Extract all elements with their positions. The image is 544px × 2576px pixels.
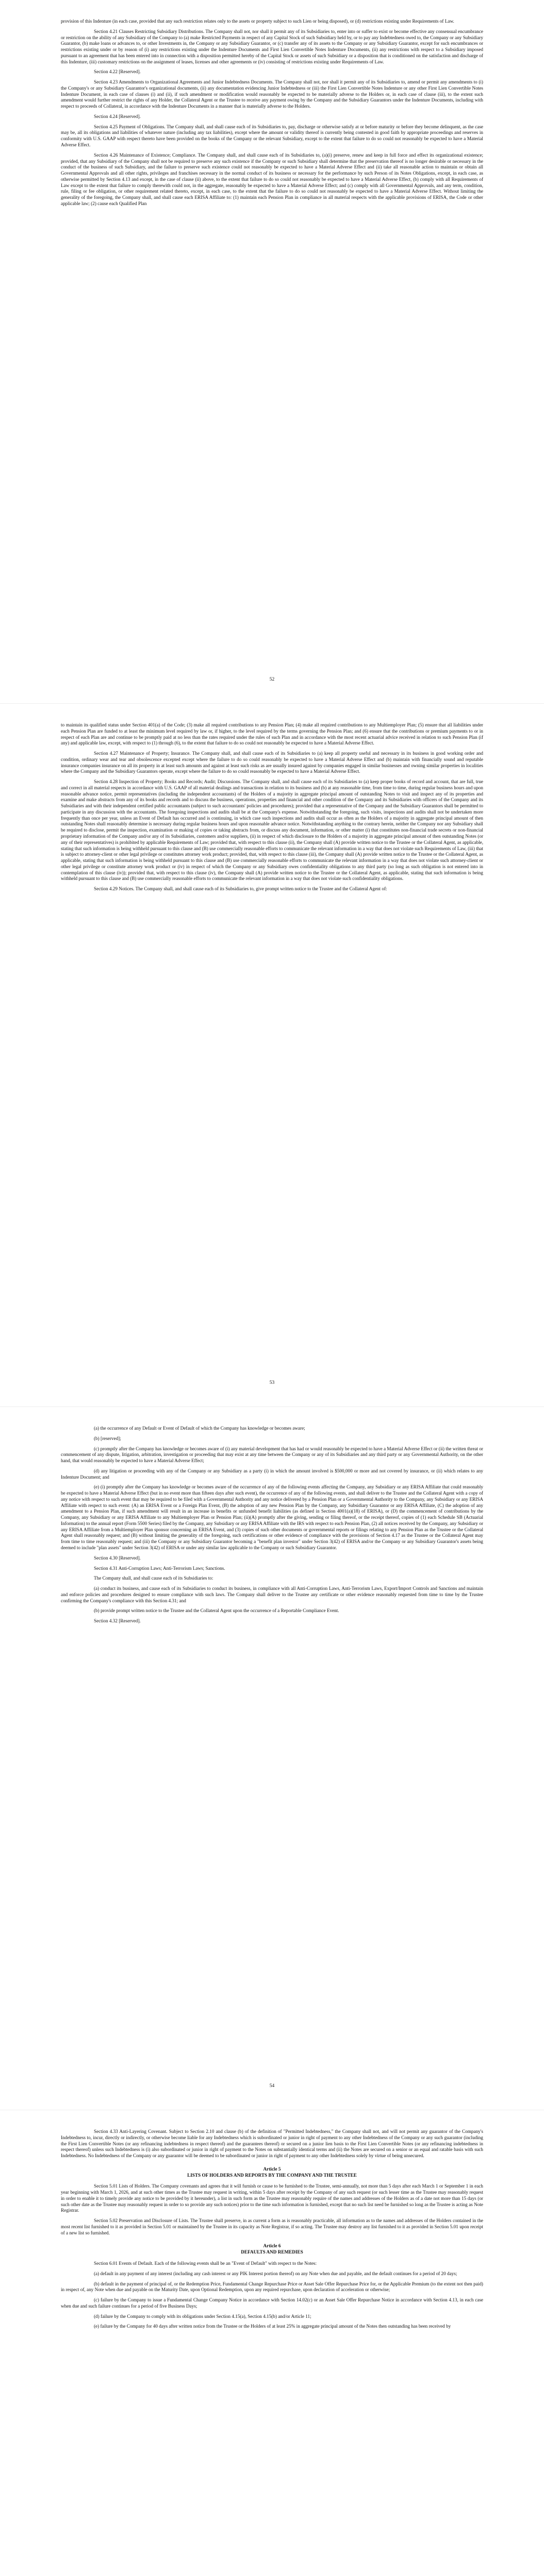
- section-5-02: Section 5.02 Preservation and Disclosure of Lists. The Trustee shall preserve, in as current a form as is reasonably practicable, all information as to the names and addresses of the Holders contained in the most recent list furnished to it as provided in Section 5.01 or maintained by the Trustee in its capacity as Note Registrar, if so acting. The Trustee may destroy any list furnished to it as provided in Section 5.01 upon receipt of a new list so furnished.: [61, 2218, 483, 2235]
- section-4-30: Section 4.30 [Reserved].: [94, 1555, 141, 1561]
- list-item-e: (e) (i) promptly after the Company has knowledge or becomes aware of the occurrence of any of the following events affecting the Company, any Subsidiary or any ERISA Affiliate that could reasonably be expected to have a Material Adverse Effect (but in no event more than fifteen days after such event), the occurrence of any of the following events, and shall deliver to the Trustee and the Collateral Agent with a copy of any notice with respect to such event that may be required to be filed with a Governmental Authority and any notice delivered by a Pension Plan or a Governmental Authority to the Company, any Subsidiary or any ERISA Affiliate with respect to such event: (A) an ERISA Event or a Foreign Plan Event, (B) the adoption of any new Pension Plan by the Company, any Subsidiary Guarantor or any ERISA Affiliate, (C) the adoption of any amendment to a Pension Plan, if such amendment will result in an increase in benefits or unfunded benefit liabilities (as defined in Section 4001(a)(18) of ERISA), or (D) the commencement of contributions by the Company, any Subsidiary or any ERISA Affiliate to any Multiemployer Plan or Pension Plan; (ii)(A) promptly after the giving, sending or filing thereof, or the receipt thereof, copies of (1) each Schedule SB (Actuarial Information) to the annual report (Form 5500 Series) filed by the Company, any Subsidiary or any ERISA Affiliate with the IRS with respect to each Pension Plan, (2) all notices received by the Company, any Subsidiary or any ERISA Affiliate from a Multiemployer Plan sponsor concerning an ERISA Event, and (3) copies of such other documents or governmental reports or filings relating to any Pension Plan as the Trustee or the Collateral Agent shall reasonably request; and (B) without limiting the generality of the foregoing, such certifications or other evidence of compliance with the provisions of Section 4.17 as the Trustee or the Collateral Agent may from time to time reasonably request; and (iii) the Company or any Subsidiary Guarantor becoming a "benefit plan investor" under Section 3(42) of ERISA and/or the Company or any Subsidiary Guarantor's assets being deemed to include "plan assets" under Section 3(42) of ERISA or under any similar law applicable to the Company or such Subsidiary Guarantor.: [61, 1484, 483, 1551]
- paragraph: to maintain its qualified status under Section 401(a) of the Code; (3) make all required contributions to any Pension Plan; (4) make all required contributions to any Multiemployer Plan; (5) ensure that all liabilities under each Pension Plan are funded to at least the minimum level required by law or, if higher, to the level required by the terms governing the Pension Plan; and (6) ensure that the contributions or premium payments to or in respect of each Plan are and continue to be promptly paid at no less than the rates required under the rules of such Plan and in accordance with the most recent actuarial advice received in relation to such Pension Plan (if any) and applicable law, except, with respect to (1) through (6), to the extent that failure to do so could not reasonably be expected to have a Material Adverse Effect.: [61, 722, 483, 746]
- section-4-22: Section 4.22 [Reserved].: [94, 69, 141, 75]
- list-item-a: (a) conduct its business, and cause each of its Subsidiaries to conduct its business, in compliance with all Anti-Corruption Laws, Anti-Terrorism Laws, Export/Import Controls and Sanctions and maintain and enforce policies and procedures designed to ensure compliance with such laws. The Company shall deliver to the Trustee any certificate or other evidence reasonably requested from time to time by the Trustee confirming the Company's compliance with this Section 4.31; and: [61, 1586, 483, 1603]
- article-5-subtitle: LISTS OF HOLDERS AND REPORTS BY THE COMPANY AND THE TRUSTEE: [187, 2172, 357, 2178]
- page-55: [0, 2110, 544, 2576]
- list-item-a: (a) the occurrence of any Default or Event of Default of which the Company has knowledge or becomes aware;: [94, 1426, 305, 1431]
- section-4-21: Section 4.21 Clauses Restricting Subsidiary Distributions. The Company shall not, nor shall it permit any of its Subsidiaries to, enter into or suffer to exist or become effective any consensual encumbrance or restriction on the ability of any Subsidiary of the Company to (a) make Restricted Payments in respect of any Capital Stock of such Subsidiary held by, or to pay any Indebtedness owed to, the Company or any Subsidiary Guarantor, (b) make loans or advances to, or other Investments in, the Company or any Subsidiary Guarantor, or (c) transfer any of its assets to the Company or any Subsidiary Guarantor, except for such encumbrances or restrictions existing under or by reason of (i) any restrictions existing under the Indenture Documents and First Lien Convertible Notes Indenture Documents, (ii) any restrictions with respect to a Subsidiary imposed pursuant to an agreement that has been entered into in connection with a disposition permitted hereby of the Capital Stock or assets of such Subsidiary or a disposition that is conditioned on the satisfaction and discharge of this Indenture, (iii) customary restrictions on the assignment of leases, licenses and other agreements or (iv) consisting of restrictions existing under Requirements of Law.: [61, 28, 483, 64]
- list-item-d: (d) any litigation or proceeding with any of the Company or any Subsidiary as a party (i) in which the amount involved is $500,000 or more and not covered by insurance, or (ii) which relates to any Indenture Document; and: [61, 1468, 483, 1480]
- section-4-25: Section 4.25 Payment of Obligations. The Company shall, and shall cause each of its Subsidiaries to, pay, discharge or otherwise satisfy at or before maturity or before they become delinquent, as the case may be, all its obligations and liabilities of whatever nature (including any tax liabilities), except where the amount or validity thereof is currently being contested in good faith by appropriate proceedings and reserves in conformity with U.S. GAAP with respect thereto have been provided on the books of the Company or the relevant Subsidiary, except to the extent that failure to do so could not reasonably be expected to have a Material Adverse Effect.: [61, 124, 483, 148]
- section-4-23: Section 4.23 Amendments to Organizational Agreements and Junior Indebtedness Documents. The Company shall not, nor shall it permit any of its Subsidiaries to, amend or permit any amendments to (i) the Company's or any Subsidiary Guarantor's organizational documents, (ii) any documentation evidencing Junior Indebtedness or (iii) the First Lien Convertible Notes Indenture or any other First Lien Convertible Notes Indenture Document, in each case of clauses (i) and (ii), if such amendment or modification would reasonably be expected to be materially adverse to the Holders or, in each case of clause (iii), to the extent such amendment would further restrict the rights of any Holder, the Collateral Agent or the Trustee to receive any payment owing by the Company and the Subsidiary Guarantors under the Indenture Documents, including with respect to proceeds of Collateral, in accordance with the Indenture Documents in a manner that is materially adverse to the Holders.: [61, 79, 483, 109]
- section-5-01: Section 5.01 Lists of Holders. The Company covenants and agrees that it will furnish or cause to be furnished to the Trustee, semi-annually, not more than 5 days after each March 1 or September 1 in each year beginning with March 1, 2026, and at such other times as the Trustee may request in writing, within 5 days after receipt by the Company of any such request (or such lesser time as the Trustee may reasonably request in order to enable it to timely provide any notice to be provided by it hereunder), a list in such form as the Trustee may reasonably require of the names and addresses of the Holders as of a date not more than 15 days (or such other date as the Trustee may reasonably request in order to so provide any such notices) prior to the time such information is furnished, except that no such list need be furnished so long as the Trustee is acting as Note Registrar.: [61, 2183, 483, 2213]
- list-item-c: (c) failure by the Company to issue a Fundamental Change Company Notice in accordance with Section 14.02(c) or an Asset Sale Offer Repurchase Notice in accordance with Section 4.13, in each case when due and such failure continues for a period of five Business Days;: [61, 2297, 483, 2309]
- list-item-e: (e) failure by the Company for 40 days after written notice from the Trustee or the Holders of at least 25% in aggregate principal amount of the Notes then outstanding has been received by: [94, 2324, 451, 2329]
- page-number: 54: [269, 2083, 275, 2089]
- section-4-26: Section 4.26 Maintenance of Existence; Compliance. The Company shall, and shall cause each of its Subsidiaries to, (a)(i) preserve, renew and keep in full force and effect its organizational existence; provided, that any Subsidiary of the Company shall not be required to preserve any such existence if the Company or such Subsidiary shall determine that the preservation thereof is no longer desirable or necessary in the conduct of the business of such Subsidiary, and the failure to preserve such existence could not reasonably be expected to have a Material Adverse Effect and (ii) take all reasonable action to maintain or obtain all Governmental Approvals and all other rights, privileges and franchises necessary in the normal conduct of its business or necessary for the performance by such Person of its Notes Obligations, except, in each case, as otherwise permitted by Section 4.13 and except, in the case of clause (ii) above, to the extent that failure to do so could not reasonably be expected to have a Material Adverse Effect, (b) comply with all Requirements of Law except to the extent that failure to comply therewith could not, in the aggregate, reasonably be expected to have a Material Adverse Effect; and (c) comply with all Governmental Approvals, and any term, condition, rule, filing or fee obligation, or other requirement related thereto, except, in each case, to the extent that the failure to do so could not reasonably be expected to have a Material Adverse Effect. Without limiting the generality of the foregoing, the Company shall, and shall cause each ERISA Affiliate to: (1) maintain each Pension Plan in compliance in all material respects with the applicable provisions of ERISA, the Code or other applicable law; (2) cause each Qualified Plan: [61, 152, 483, 206]
- section-4-32: Section 4.32 [Reserved].: [94, 1618, 141, 1624]
- page-54: [0, 1406, 544, 2110]
- list-item-a: (a) default in any payment of any interest (including any cash interest or any PIK Interest portion thereof) on any Note when due and payable, and the default continues for a period of 20 days;: [94, 2270, 457, 2276]
- section-6-01: Section 6.01 Events of Default. Each of the following events shall be an "Event of Default" with respect to the Notes:: [94, 2261, 317, 2266]
- list-item-d: (d) failure by the Company to comply with its obligations under Section 4.15(a), Section 4.15(b) and/or Article 11;: [94, 2313, 311, 2319]
- section-4-29: Section 4.29 Notices. The Company shall, and shall cause each of its Subsidiaries to, give prompt written notice to the Trustee and the Collateral Agent of:: [94, 886, 387, 892]
- list-item-b: (b) default in the payment of principal of, or the Redemption Price, Fundamental Change Repurchase Price or Asset Sale Offer Repurchase Price for, or the Applicable Premium (to the extent not then paid) in respect of, any Note when due and payable on the Maturity Date, upon Optional Redemption, upon any required repurchase, upon declaration of acceleration or otherwise;: [61, 2281, 483, 2293]
- list-item-c: (c) promptly after the Company has knowledge or becomes aware of (i) any material development that has had or would reasonably be expected to have a Material Adverse Effect or (ii) the written threat or commencement of any dispute, litigation, arbitration, investigation or proceeding that may exist at any time between the Company or any of its Subsidiaries and any third party or any Governmental Authority, on the other hand, that would reasonably be expected to have a Material Adverse Effect;: [61, 1446, 483, 1464]
- list-item-b: (b) [reserved];: [94, 1435, 121, 1441]
- article-6-subtitle: DEFAULTS AND REMEDIES: [241, 2249, 303, 2255]
- page-52: [0, 0, 544, 703]
- section-4-24: Section 4.24 [Reserved].: [94, 113, 141, 119]
- page-number: 53: [269, 1380, 275, 1385]
- section-4-27: Section 4.27 Maintenance of Property; Insurance. The Company shall, and shall cause each of its Subsidiaries to (a) keep all property useful and necessary in its business in good working order and condition, ordinary wear and tear and obsolescence excepted except where the failure to do so could reasonably be expected to have a Material Adverse Effect and (b) maintain with financially sound and reputable insurance companies insurance on all its property in at least such amounts and against at least such risks as are usually insured against by companies engaged in similar businesses and owning similar properties in localities where the Company and the Subsidiary Guarantors operate, except where the failure to do so could reasonably be expected to have a Material Adverse Effect.: [61, 751, 483, 774]
- section-4-31: Section 4.31 Anti-Corruption Laws; Anti-Terrorism Laws; Sanctions.: [94, 1565, 225, 1571]
- article-5-title: Article 5: [263, 2166, 281, 2172]
- paragraph: The Company shall, and shall cause each of its Subsidiaries to:: [94, 1575, 213, 1581]
- page-53: [0, 703, 544, 1406]
- paragraph: provision of this Indenture (in each case, provided that any such restriction relates only to the assets or property subject to such Lien or being disposed), or (d) restrictions existing under Requirements of Law.: [61, 19, 454, 24]
- section-4-28: Section 4.28 Inspection of Property; Books and Records; Audit; Discussions. The Company shall, and shall cause each of its Subsidiaries to (a) keep proper books of record and account, that are full, true and correct in all material respects in accordance with U.S. GAAP of all material dealings and transactions in relation to its business and (b) at any reasonable time, from time to time, during regular business hours and upon reasonable advance notice, permit representatives (including the independent accountants) of the Holders of a majority in aggregate principal amount of outstanding Notes to visit and inspect any of its properties and examine and make abstracts from any of its books and records and to discuss the business, operations, properties and financial and other condition of the Company and its Subsidiaries with officers of the Company and its Subsidiaries and with their independent certified public accountants (subject to such accountants' policies and procedures); provided that a representative of the Company and the Subsidiary Guarantors shall be permitted to participate in any discussion with the accountants. The foregoing inspections and audits shall be at the Company's expense. Notwithstanding the foregoing, such visits, inspections and audits shall not be undertaken more frequently than once per year, unless an Event of Default has occurred and is continuing, in which case such inspections and audits shall occur as often as the Holders of a majority in aggregate principal amount of then outstanding Notes shall reasonably determine is necessary during regular business hours and upon reasonable advance notice. Notwithstanding anything to the contrary herein, neither the Company nor any Subsidiary shall be required to disclose, permit the inspection, examination or making of copies or taking abstracts from, or discuss any document, information, or other matter (i) that constitutes non-financial trade secrets or non-financial proprietary information of the Company and/or any of its Subsidiaries, customers and/or suppliers, (ii) in respect of which disclosure to the Holders of a majority in aggregate principal amount of then outstanding Notes (or any of their representatives) is prohibited by applicable Requirements of Law; provided that, with respect to this clause (ii), the Company shall (A) provide written notice to the Trustee or the Collateral Agent, as applicable, stating that such information is being withheld pursuant to this clause and (B) use commercially reasonable efforts to communicate the relevant information in a way that does not violate such Requirements of Law, (iii) that is subject to attorney-client or other legal privilege or constitutes attorney work product; provided, that, with respect to this clause (iii), the Company shall (A) provide written notice to the Trustee or the Collateral Agent, as applicable, stating that such information is being withheld pursuant to this clause and (B) use commercially reasonable efforts to communicate the relevant information in a way that does not violate such attorney-client or other legal privilege or constitute attorney work product or (iv) in respect of which the Company or any Subsidiary owes confidentiality obligations to any third party (so long as such obligation is not entered into in contemplation of this clause (iv)); provided that, with respect to this clause (iv), the Company shall (A) provide written notice to the Trustee or the Collateral Agent, as applicable, stating that such information is being withheld pursuant to this clause and (B) use commercially reasonable efforts to communicate the relevant information in a way that does not violate such confidentiality obligations.: [61, 779, 483, 882]
- list-item-b: (b) provide prompt written notice to the Trustee and the Collateral Agent upon the occurrence of a Reportable Compliance Event.: [94, 1608, 339, 1614]
- page-number: 52: [269, 676, 275, 682]
- article-6-title: Article 6: [263, 2243, 281, 2249]
- section-4-33: Section 4.33 Anti-Layering Covenant. Subject to Section 2.10 and clause (b) of the definition of "Permitted Indebtedness," the Company shall not, and will not permit any guarantor of the Company's Indebtedness to, incur, directly or indirectly, or otherwise become liable for any Indebtedness which is subordinated or junior in right of payment to any other Indebtedness of the Company or any such guarantor (including the First Lien Convertible Notes (or any refinancing indebtedness in respect thereof) and the guarantees thereof) or secured on a junior lien basis to the First Lien Convertible Notes (or any refinancing indebtedness in respect thereof) unless such Indebtedness is (i) also subordinated or junior in right of payment to the Notes on substantially identical terms and (ii) the Notes are secured on a senior or an equal and ratable basis with such Indebtedness. No Indebtedness of the Company or any guarantor will be deemed to be subordinated or junior in right of payment to any other Indebtedness solely by virtue of being unsecured.: [61, 2129, 483, 2159]
